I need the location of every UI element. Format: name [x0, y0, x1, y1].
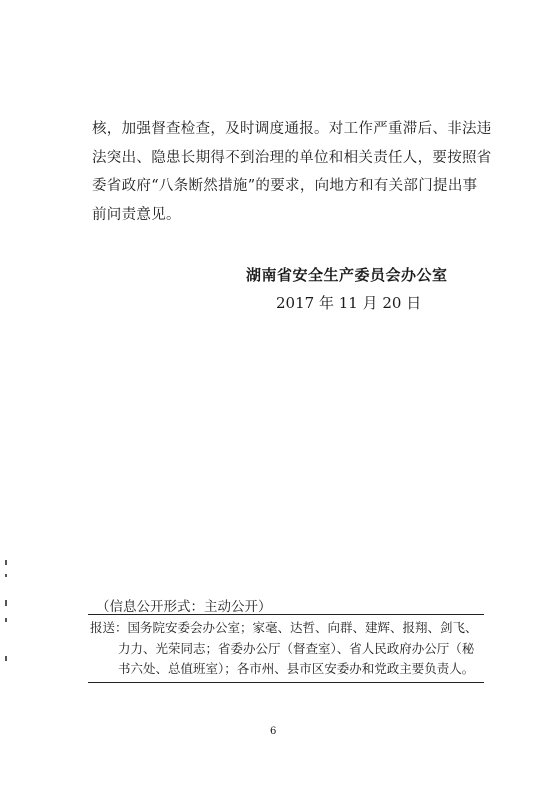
distribution-line: 报送：国务院安委会办公室；家毫、达哲、向群、建辉、报翔、剑飞、 [90, 620, 478, 635]
page-number: 6 [270, 726, 277, 737]
distribution-line: 力力、光荣同志；省委办公厅（督查室）、省人民政府办公厅（秘 [118, 640, 475, 656]
issuing-office: 湖南省安全生产委员会办公室 [246, 266, 448, 284]
body-paragraph [92, 115, 492, 229]
disclosure-note: （信息公开形式：主动公开） [96, 599, 272, 615]
binding-marks [3, 560, 9, 680]
issue-date: 2017 年 11 月 20 日 [276, 294, 422, 312]
divider-bottom [88, 682, 484, 683]
distribution-line: 书六处、总值班室）；各市州、县市区安委办和党政主要负责人。 [118, 661, 475, 676]
distribution-list [90, 618, 482, 680]
divider-top [88, 614, 484, 615]
body-line: 委省政府“八条断然措施”的要求，向地方和有关部门提出事 [92, 178, 478, 194]
body-line: 核，加强督查检查，及时调度通报。对工作严重滞后、非法违 [92, 121, 492, 137]
body-line: 法突出、隐患长期得不到治理的单位和相关责任人，要按照省 [92, 149, 492, 166]
body-line: 前问责意见。 [92, 206, 181, 223]
